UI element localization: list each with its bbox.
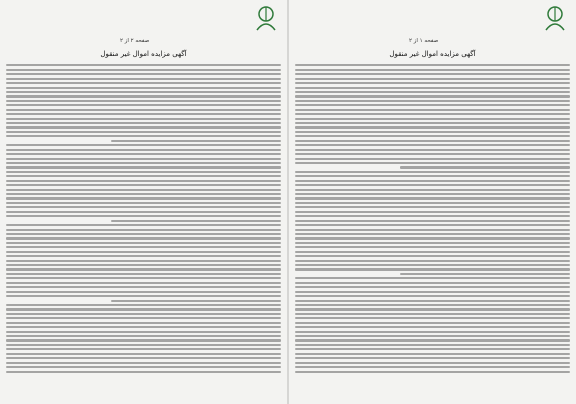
illegible-text-line xyxy=(6,229,281,231)
illegible-text-line xyxy=(6,357,281,359)
illegible-text-line xyxy=(6,291,281,293)
illegible-text-line xyxy=(295,300,570,302)
page-number: صفحه ۱ از ۲ xyxy=(409,38,439,44)
illegible-text-line xyxy=(6,344,281,346)
illegible-text-line xyxy=(295,82,570,84)
page-header xyxy=(0,0,287,44)
illegible-text-line xyxy=(295,95,570,97)
illegible-text-line xyxy=(295,135,570,137)
illegible-text-line xyxy=(295,149,570,151)
illegible-text-line xyxy=(295,126,570,128)
illegible-text-line xyxy=(111,220,282,222)
judiciary-emblem-icon xyxy=(253,4,279,34)
illegible-text-line xyxy=(295,255,570,257)
illegible-text-line xyxy=(6,246,281,248)
illegible-text-line xyxy=(6,193,281,195)
page-number: صفحه ۲ از ۲ xyxy=(120,38,150,44)
illegible-text-line xyxy=(6,82,281,84)
illegible-text-line xyxy=(295,87,570,89)
illegible-text-line xyxy=(6,268,281,270)
illegible-text-line xyxy=(295,215,570,217)
illegible-text-line xyxy=(295,118,570,120)
illegible-text-line xyxy=(6,113,281,115)
illegible-text-line xyxy=(6,166,281,168)
illegible-text-line xyxy=(295,366,570,368)
illegible-text-line xyxy=(295,158,570,160)
illegible-text-line xyxy=(6,371,281,373)
illegible-text-line xyxy=(295,180,570,182)
illegible-text-line xyxy=(6,317,281,319)
notice-title: آگهی مزایده اموال غیر منقول xyxy=(100,50,187,58)
illegible-text-line xyxy=(6,264,281,266)
illegible-text-line xyxy=(295,331,570,333)
illegible-text-line xyxy=(295,304,570,306)
illegible-text-line xyxy=(6,348,281,350)
illegible-text-line xyxy=(6,78,281,80)
judiciary-emblem-icon xyxy=(542,4,568,34)
illegible-text-line xyxy=(6,251,281,253)
illegible-text-line xyxy=(6,64,281,66)
illegible-text-line xyxy=(6,109,281,111)
illegible-text-line xyxy=(6,273,281,275)
illegible-text-line xyxy=(6,162,281,164)
illegible-text-line xyxy=(6,237,281,239)
illegible-text-line xyxy=(295,362,570,364)
illegible-text-line xyxy=(6,335,281,337)
illegible-text-line xyxy=(6,233,281,235)
illegible-text-line xyxy=(295,140,570,142)
page-header xyxy=(289,0,576,44)
illegible-text-line xyxy=(295,295,570,297)
illegible-text-line xyxy=(295,193,570,195)
illegible-text-line xyxy=(6,304,281,306)
illegible-text-line xyxy=(6,144,281,146)
illegible-text-line xyxy=(295,357,570,359)
illegible-text-line xyxy=(295,224,570,226)
illegible-text-line xyxy=(295,153,570,155)
illegible-text-line xyxy=(295,291,570,293)
illegible-text-line xyxy=(295,344,570,346)
illegible-text-line xyxy=(295,371,570,373)
illegible-text-line xyxy=(6,171,281,173)
illegible-text-line xyxy=(6,322,281,324)
illegible-text-line xyxy=(295,326,570,328)
illegible-text-line xyxy=(6,175,281,177)
illegible-text-line xyxy=(6,69,281,71)
illegible-text-line xyxy=(6,277,281,279)
illegible-text-line xyxy=(6,308,281,310)
illegible-text-line xyxy=(6,260,281,262)
illegible-text-line xyxy=(6,158,281,160)
illegible-text-line xyxy=(6,295,281,297)
illegible-text-line xyxy=(111,300,282,302)
illegible-text-line xyxy=(295,162,570,164)
illegible-text-line xyxy=(295,322,570,324)
illegible-text-line xyxy=(295,246,570,248)
illegible-text-line xyxy=(295,104,570,106)
illegible-text-line xyxy=(295,171,570,173)
illegible-text-line xyxy=(6,202,281,204)
illegible-text-line xyxy=(295,122,570,124)
illegible-text-line xyxy=(400,166,571,168)
illegible-text-line xyxy=(295,144,570,146)
illegible-text-line xyxy=(6,149,281,151)
illegible-text-line xyxy=(6,211,281,213)
illegible-text-line xyxy=(6,73,281,75)
illegible-text-line xyxy=(295,91,570,93)
illegible-text-line xyxy=(295,313,570,315)
illegible-text-line xyxy=(6,286,281,288)
illegible-text-line xyxy=(6,100,281,102)
illegible-text-line xyxy=(6,353,281,355)
illegible-text-line xyxy=(295,184,570,186)
illegible-text-line xyxy=(295,233,570,235)
illegible-text-line xyxy=(295,251,570,253)
illegible-text-line xyxy=(295,206,570,208)
illegible-text-line xyxy=(6,255,281,257)
illegible-text-line xyxy=(6,118,281,120)
illegible-text-line xyxy=(295,229,570,231)
illegible-text-line xyxy=(295,277,570,279)
illegible-text-line xyxy=(6,131,281,133)
illegible-text-line xyxy=(295,220,570,222)
illegible-text-line xyxy=(295,189,570,191)
illegible-text-line xyxy=(295,211,570,213)
illegible-text-line xyxy=(6,184,281,186)
notice-body xyxy=(6,62,281,394)
illegible-text-line xyxy=(6,282,281,284)
illegible-text-line xyxy=(6,362,281,364)
notice-body xyxy=(295,62,570,394)
illegible-text-line xyxy=(295,237,570,239)
illegible-text-line xyxy=(295,109,570,111)
illegible-text-line xyxy=(6,197,281,199)
illegible-text-line xyxy=(295,64,570,66)
illegible-text-line xyxy=(295,317,570,319)
illegible-text-line xyxy=(6,326,281,328)
illegible-text-line xyxy=(6,215,281,217)
illegible-text-line xyxy=(6,153,281,155)
illegible-text-line xyxy=(295,197,570,199)
illegible-text-line xyxy=(295,202,570,204)
illegible-text-line xyxy=(6,224,281,226)
illegible-text-line xyxy=(295,78,570,80)
document-page-2 xyxy=(0,0,287,404)
illegible-text-line xyxy=(295,353,570,355)
notice-title: آگهی مزایده اموال غیر منقول xyxy=(389,50,476,58)
illegible-text-line xyxy=(6,206,281,208)
document-page-1 xyxy=(289,0,576,404)
illegible-text-line xyxy=(295,131,570,133)
illegible-text-line xyxy=(400,273,571,275)
illegible-text-line xyxy=(6,242,281,244)
illegible-text-line xyxy=(111,140,282,142)
illegible-text-line xyxy=(295,100,570,102)
illegible-text-line xyxy=(295,69,570,71)
illegible-text-line xyxy=(6,87,281,89)
illegible-text-line xyxy=(295,335,570,337)
illegible-text-line xyxy=(6,95,281,97)
illegible-text-line xyxy=(6,91,281,93)
illegible-text-line xyxy=(6,331,281,333)
illegible-text-line xyxy=(295,348,570,350)
illegible-text-line xyxy=(295,264,570,266)
illegible-text-line xyxy=(295,73,570,75)
illegible-text-line xyxy=(295,113,570,115)
illegible-text-line xyxy=(295,308,570,310)
illegible-text-line xyxy=(295,175,570,177)
illegible-text-line xyxy=(6,189,281,191)
illegible-text-line xyxy=(295,242,570,244)
illegible-text-line xyxy=(6,104,281,106)
illegible-text-line xyxy=(6,126,281,128)
illegible-text-line xyxy=(295,286,570,288)
illegible-text-line xyxy=(295,282,570,284)
illegible-text-line xyxy=(6,313,281,315)
illegible-text-line xyxy=(295,268,570,270)
illegible-text-line xyxy=(6,180,281,182)
illegible-text-line xyxy=(295,339,570,341)
illegible-text-line xyxy=(6,122,281,124)
illegible-text-line xyxy=(295,260,570,262)
illegible-text-line xyxy=(6,135,281,137)
illegible-text-line xyxy=(6,339,281,341)
illegible-text-line xyxy=(6,366,281,368)
